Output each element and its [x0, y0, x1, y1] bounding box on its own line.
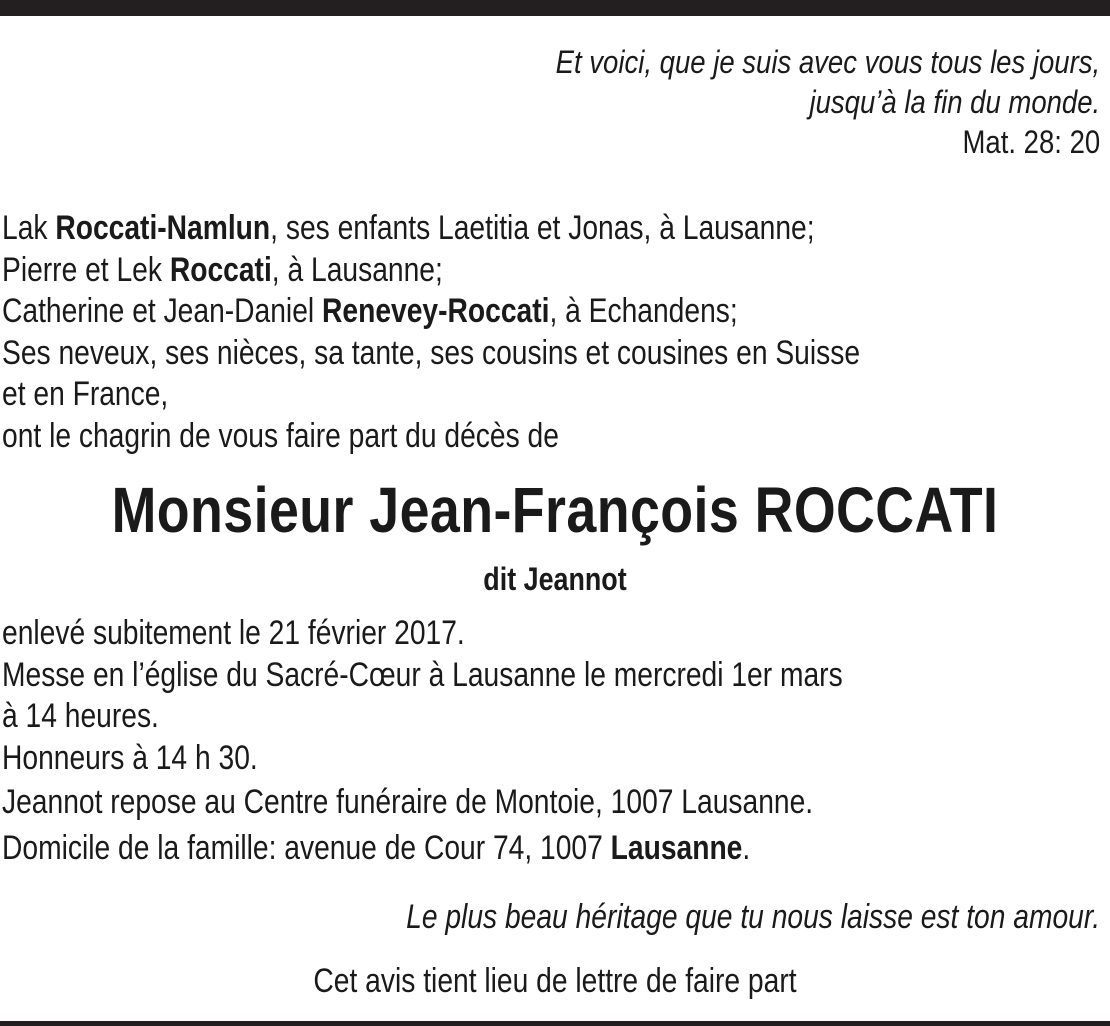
family-line-1-post: , ses enfants Laetitia et Jonas, à Lausanne; [270, 209, 815, 247]
family-line-1 [2, 208, 860, 250]
family-line-1-name: Roccati-Namlun [55, 209, 271, 247]
family-line-4: Ses neveux, ses nièces, sa tante, ses cousins et cousines en Suisse [2, 333, 861, 372]
details-line-1: enlevé subitement le 21 février 2017. [2, 614, 465, 652]
epigraph-reference: Mat. 28: 20 [962, 124, 1100, 160]
details-line-6-post: . [742, 828, 751, 867]
epigraph-quote-line-2: jusqu’à la fin du monde. [809, 84, 1100, 120]
details-line-6-city: Lausanne [610, 828, 743, 867]
family-line-3-post: , à Echandens; [549, 292, 738, 330]
farewell-quote: Le plus beau héritage que tu nous laisse est ton amour. [406, 898, 1100, 936]
epigraph [555, 42, 1100, 162]
details-line-5: Jeannot repose au Centre funéraire de Montoie, 1007 Lausanne. [2, 783, 814, 821]
deceased-nickname: dit Jeannot [483, 561, 627, 597]
family-line-3-name: Renevey-Roccati [322, 292, 550, 330]
deceased-name: Monsieur Jean-François ROCCATI [111, 474, 999, 546]
details-line-6-pre: Domicile de la famille: avenue de Cour 74, 1007 [2, 828, 611, 867]
bottom-border-rule [0, 1021, 1110, 1026]
details-line-3: à 14 heures. [2, 697, 159, 735]
family-line-5: et en France, [2, 375, 169, 413]
family-line-3-pre: Catherine et Jean-Daniel [2, 292, 323, 330]
details-line-6 [2, 828, 843, 870]
epigraph-quote-line-1: Et voici, que je suis avec vous tous les jours, [555, 44, 1100, 80]
details-line-4: Honneurs à 14 h 30. [2, 738, 258, 777]
family-line-3 [2, 291, 860, 333]
family-list [2, 208, 860, 457]
family-line-1-pre: Lak [2, 209, 56, 247]
family-line-6: ont le chagrin de vous faire part du décès de [2, 416, 559, 455]
family-line-2 [2, 250, 860, 292]
notice-line: Cet avis tient lieu de lettre de faire part [313, 962, 797, 1000]
family-line-2-pre: Pierre et Lek [2, 250, 170, 289]
funeral-details [2, 613, 843, 869]
top-border-rule [0, 0, 1110, 16]
family-line-2-name: Roccati [169, 250, 272, 289]
details-line-2: Messe en l’église du Sacré-Cœur à Lausanne le mercredi 1er mars [2, 655, 843, 694]
family-line-2-post: , à Lausanne; [271, 250, 443, 289]
